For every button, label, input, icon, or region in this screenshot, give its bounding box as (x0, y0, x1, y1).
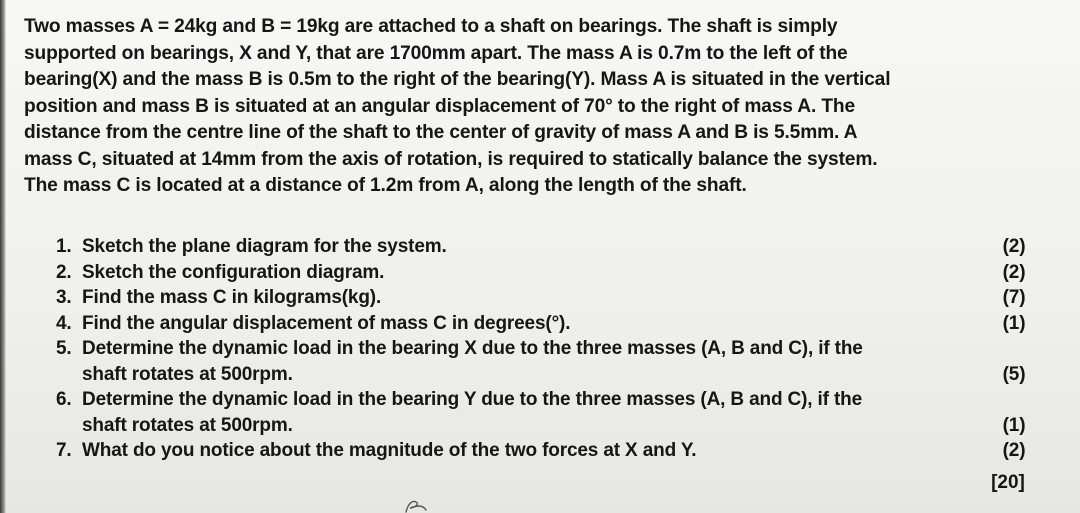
question-marks: (1) (1002, 414, 1026, 436)
question-item (56, 260, 1036, 286)
question-item (56, 387, 1036, 413)
question-item (56, 285, 1036, 311)
question-number: 4. (56, 312, 72, 334)
question-marks: (2) (1002, 236, 1026, 257)
question-continuation (56, 413, 1036, 439)
total-marks: [20] (991, 472, 1025, 493)
question-number: 1. (56, 236, 72, 257)
pen-scribble-mark (400, 496, 440, 513)
question-item (56, 336, 1036, 362)
question-text: Sketch the configuration diagram. (82, 261, 385, 283)
question-continuation (56, 362, 1036, 388)
question-list (56, 234, 1036, 464)
question-number: 2. (56, 261, 72, 283)
question-text: Sketch the plane diagram for the system. (82, 236, 447, 257)
question-marks: (2) (1002, 440, 1026, 461)
problem-statement (24, 14, 1040, 200)
question-number: 5. (56, 338, 72, 359)
question-item (56, 234, 1036, 260)
problem-line: The mass C is located at a distance of 1.2m from A, along the length of the shaft. (24, 175, 747, 196)
page-edge-shadow (0, 0, 6, 513)
question-marks: (2) (1002, 261, 1026, 283)
question-text: What do you notice about the magnitude of the two forces at X and Y. (82, 440, 697, 461)
question-number: 6. (56, 389, 72, 410)
question-text: Determine the dynamic load in the bearing Y due to the three masses (A, B and C), if the (82, 389, 863, 410)
problem-line: position and mass B is situated at an angular displacement of 70° to the right of mass A. The (24, 95, 856, 117)
question-text: Determine the dynamic load in the bearing X due to the three masses (A, B and C), if the (82, 338, 863, 359)
question-text-continued: shaft rotates at 500rpm. (82, 414, 293, 436)
problem-line: mass C, situated at 14mm from the axis of rotation, is required to statically balance the system. (24, 148, 878, 170)
problem-line: supported on bearings, X and Y, that are 1700mm apart. The mass A is 0.7m to the left of the (24, 42, 848, 64)
question-marks: (7) (1002, 287, 1026, 308)
problem-line: distance from the centre line of the shaft to the center of gravity of mass A and B is 5.5mm. A (24, 122, 858, 143)
problem-line: Two masses A = 24kg and B = 19kg are attached to a shaft on bearings. The shaft is simply (24, 16, 838, 37)
question-item (56, 438, 1036, 464)
question-number: 7. (56, 440, 72, 461)
question-item (56, 311, 1036, 337)
question-text: Find the angular displacement of mass C in degrees(°). (82, 312, 571, 334)
question-marks: (5) (1002, 363, 1026, 385)
question-marks: (1) (1002, 312, 1026, 334)
question-text-continued: shaft rotates at 500rpm. (82, 363, 293, 385)
question-text: Find the mass C in kilograms(kg). (82, 287, 382, 308)
question-number: 3. (56, 287, 72, 308)
problem-line: bearing(X) and the mass B is 0.5m to the right of the bearing(Y). Mass A is situated in the vertical (24, 69, 891, 90)
